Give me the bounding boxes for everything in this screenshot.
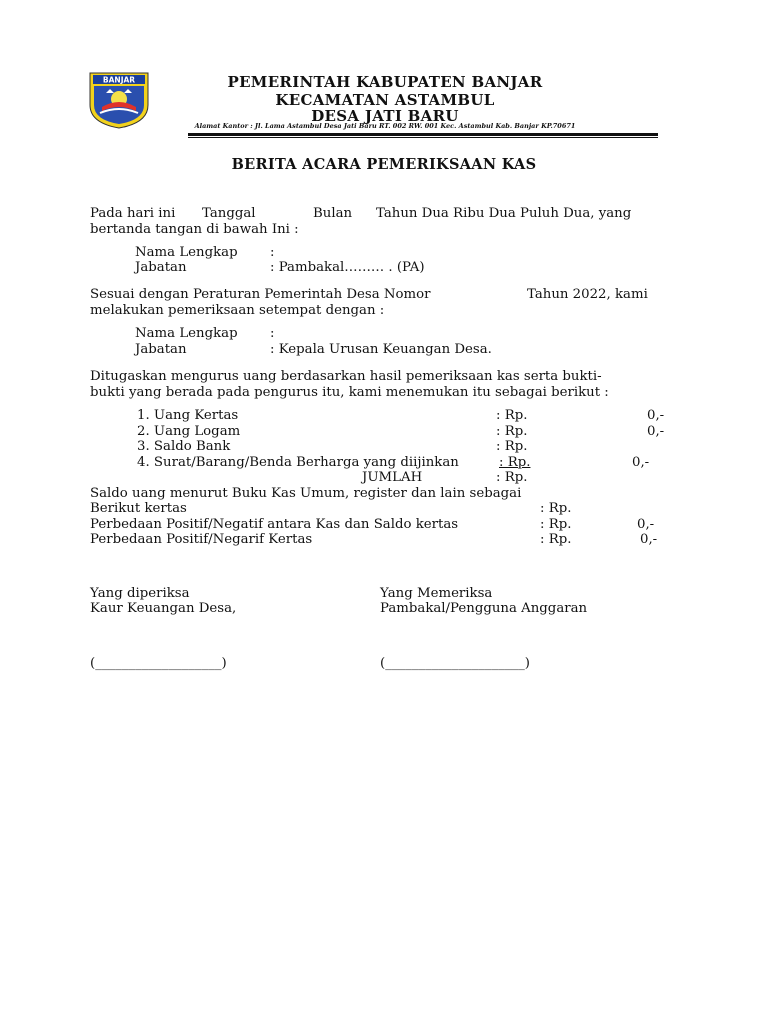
item-1-amount: 0,- bbox=[647, 408, 665, 423]
person1-role-value: : Pambakal……… . (PA) bbox=[270, 260, 425, 275]
header-government: PEMERINTAH KABUPATEN BANJAR bbox=[227, 73, 543, 91]
para3-line1: Ditugaskan mengurus uang berdasarkan hasil pemeriksaan kas serta bukti- bbox=[90, 369, 602, 384]
item-4-rp: : Rp. bbox=[499, 455, 531, 470]
person2-name-label: Nama Lengkap bbox=[135, 326, 238, 341]
para2-part-a: Sesuai dengan Peraturan Pemerintah Desa Nomor bbox=[90, 287, 431, 302]
signature-left-label: Yang diperiksa bbox=[90, 586, 190, 601]
para2-part-b: Tahun 2022, kami bbox=[527, 287, 648, 302]
signature-right-role: Pambakal/Pengguna Anggaran bbox=[380, 601, 588, 616]
signature-left-role: Kaur Keuangan Desa, bbox=[90, 601, 237, 616]
header-village: DESA JATI BARU bbox=[311, 107, 459, 125]
para3-line2: bukti yang berada pada pengurus itu, kami menemukan itu sebagai berikut : bbox=[90, 385, 609, 400]
svg-text:BANJAR: BANJAR bbox=[102, 75, 136, 85]
saldo-line3: Perbedaan Positif/Negatif antara Kas dan Saldo kertas bbox=[90, 517, 459, 532]
para1-part3: Bulan bbox=[313, 206, 353, 221]
banjar-regency-logo bbox=[88, 71, 150, 129]
saldo-line4-amount: 0,- bbox=[640, 532, 658, 547]
item-4-amount-line bbox=[499, 455, 654, 471]
para1-part4: Tahun Dua Ribu Dua Puluh Dua, yang bbox=[376, 206, 632, 221]
person2-role-value: : Kepala Urusan Keuangan Desa. bbox=[270, 342, 492, 357]
para1-line2: bertanda tangan di bawah Ini : bbox=[90, 222, 299, 237]
saldo-line3-rp: : Rp. bbox=[540, 517, 572, 532]
item-3-rp: : Rp. bbox=[496, 439, 528, 454]
para2-line2: melakukan pemeriksaan setempat dengan : bbox=[90, 303, 385, 318]
para1-part2: Tanggal bbox=[202, 206, 256, 221]
saldo-line1: Saldo uang menurut Buku Kas Umum, register dan lain sebagai bbox=[90, 486, 522, 501]
person2-role-label: Jabatan bbox=[135, 342, 187, 357]
item-3-label: 3. Saldo Bank bbox=[137, 439, 231, 454]
header-rule-thick bbox=[188, 133, 658, 136]
item-2-rp: : Rp. bbox=[496, 424, 528, 439]
item-1-rp: : Rp. bbox=[496, 408, 528, 423]
person2-name-colon: : bbox=[270, 326, 275, 341]
document-title: BERITA ACARA PEMERIKSAAN KAS bbox=[231, 156, 537, 173]
total-label: JUMLAH bbox=[362, 470, 423, 485]
signature-right-blank: (_____________________) bbox=[380, 656, 530, 671]
saldo-line4-rp: : Rp. bbox=[540, 532, 572, 547]
saldo-line2: Berikut kertas bbox=[90, 501, 187, 516]
item-2-label: 2. Uang Logam bbox=[137, 424, 241, 439]
signature-left-blank: (___________________) bbox=[90, 656, 227, 671]
item-4-amount: 0,- bbox=[632, 455, 650, 470]
item-2-amount: 0,- bbox=[647, 424, 665, 439]
signature-right-label: Yang Memeriksa bbox=[380, 586, 493, 601]
person1-name-label: Nama Lengkap bbox=[135, 245, 238, 260]
saldo-line3-amount: 0,- bbox=[637, 517, 655, 532]
item-1-label: 1. Uang Kertas bbox=[137, 408, 239, 423]
header-district: KECAMATAN ASTAMBUL bbox=[275, 91, 495, 109]
person1-role-label: Jabatan bbox=[135, 260, 187, 275]
saldo-line2-rp: : Rp. bbox=[540, 501, 572, 516]
para1-part1: Pada hari ini bbox=[90, 206, 176, 221]
office-address: Alamat Kantor : Jl. Lama Astambul Desa Jati Baru RT. 002 RW. 001 Kec. Astambul Kab. Banjar KP.70671 bbox=[194, 122, 576, 130]
total-rp: : Rp. bbox=[496, 470, 528, 485]
saldo-line4: Perbedaan Positif/Negarif Kertas bbox=[90, 532, 313, 547]
header-rule-thin bbox=[188, 137, 658, 138]
person1-name-colon: : bbox=[270, 245, 275, 260]
item-4-label: 4. Surat/Barang/Benda Berharga yang diijinkan bbox=[137, 455, 459, 470]
